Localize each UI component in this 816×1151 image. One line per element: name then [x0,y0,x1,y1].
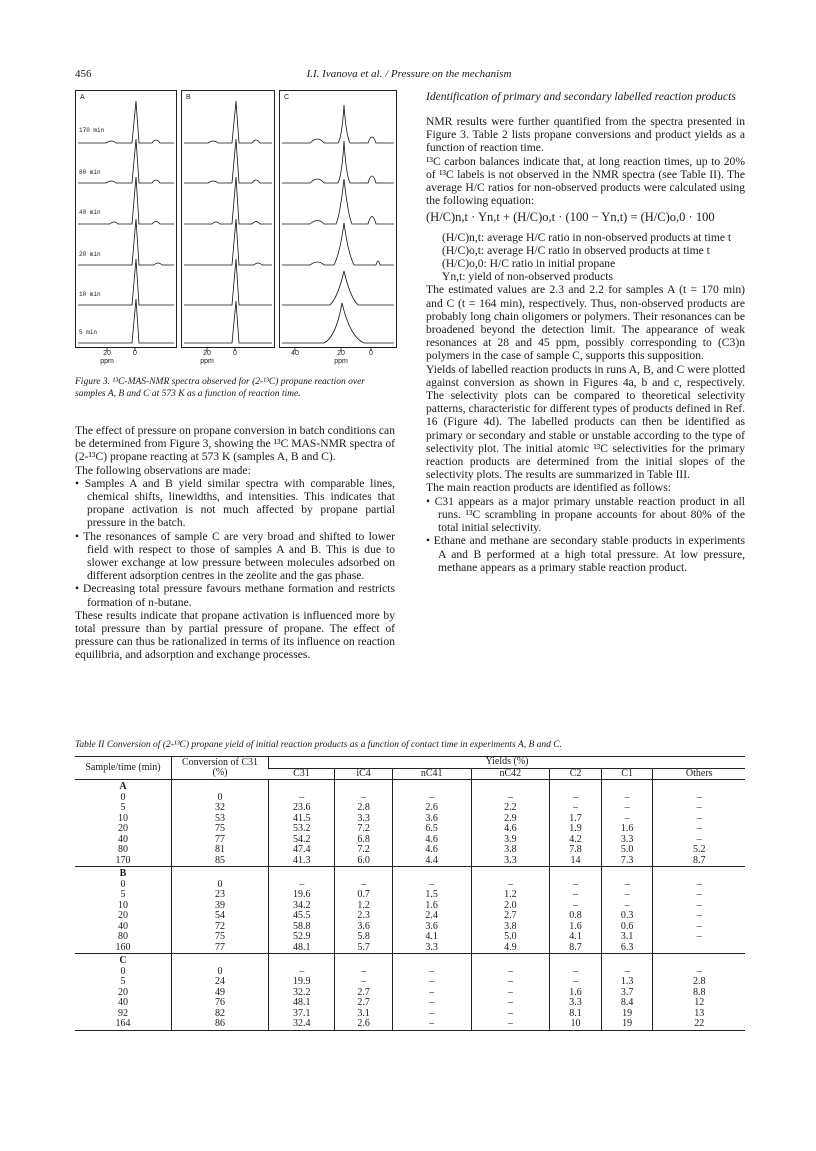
table-cell: 2.7 [335,998,392,1009]
table-cell: 23.6 [269,803,335,814]
table-cell: – [471,1009,550,1020]
definition: (H/C)n,t: average H/C ratio in non-observed products at time t [442,230,732,244]
table-cell: 1.6 [601,824,653,835]
axis-tick: 40 [291,350,299,357]
table-group-row [75,954,745,967]
table-cell: 10 [550,1019,602,1030]
table-cell: – [269,880,335,891]
table-cell: 1.6 [550,922,602,933]
table-cell: 2.6 [335,1019,392,1030]
table-cell: 8.1 [550,1009,602,1020]
table-cell [550,867,602,880]
panel-label: A [80,94,85,101]
table-cell [601,780,653,793]
table-cell: 2.8 [653,977,745,988]
table-cell: 3.9 [471,835,550,846]
equation: (H/C)n,t · Yn,t + (H/C)o,t · (100 − Yn,t) = (H/C)o,0 · 100 [426,210,715,225]
running-title: I.I. Ivanova et al. / Pressure on the mechanism [306,68,512,80]
table-cell: 10 [118,899,128,911]
table-row [75,1009,745,1020]
table-row [75,890,745,901]
axis-tick: 20 [203,350,211,357]
table-cell: 3.6 [392,814,471,825]
table-cell [550,780,602,793]
group-label: C [75,954,172,967]
table-cell: 2.2 [471,803,550,814]
axis-tick: 0 [133,350,137,357]
table-cell: 0.3 [601,911,653,922]
table-cell: 1.7 [550,814,602,825]
bullet-item: • Ethane and methane are secondary stable products in experiments A and B performed at a high total pressure. At low pressure, methane appears as a primary stable reaction product. [426,534,745,574]
table-cell [335,867,392,880]
table-cell: 3.8 [471,922,550,933]
table-cell: 32 [172,803,269,814]
table-cell: 13 [653,1009,745,1020]
paragraph: ¹³C carbon balances indicate that, at long reaction times, up to 20% of ¹³C labels is not observed in the NMR spectra (see Table II). The average H/C ratios for non-observed products were calculated using the following equation: [426,154,745,208]
table-cell: 0.7 [335,890,392,901]
table-cell: 0 [120,791,126,803]
column-header: C31 [269,768,335,780]
table-cell: 7.8 [550,845,602,856]
table-cell: – [471,793,550,804]
table-cell: – [653,880,745,891]
table-row [75,814,745,825]
table-cell [269,867,335,880]
axis-b [181,347,273,369]
table-row [75,856,745,867]
table-cell: 22 [653,1019,745,1030]
table-cell: – [550,890,602,901]
table-cell: – [392,998,471,1009]
table-cell: 1.6 [550,988,602,999]
table-cell: – [392,1009,471,1020]
table-cell: 3.3 [601,835,653,846]
table-row [75,803,745,814]
axis-unit: ppm [200,358,214,365]
table-cell [471,954,550,967]
table-cell: – [269,793,335,804]
table-cell [653,954,745,967]
table-cell: 4.6 [392,845,471,856]
paragraph: NMR results were further quantified from the spectra presented in Figure 3. Table 2 lists propane conversions and product yields as a function of reaction time. [426,115,745,155]
table-cell: 8.7 [653,856,745,867]
table-cell: 4.1 [392,932,471,943]
table-cell: 32.2 [269,988,335,999]
table-cell: – [471,1019,550,1030]
table-cell: 75 [172,932,269,943]
table-cell: 40 [118,833,128,845]
time-label: 40 min [79,209,101,216]
table-cell: 8.4 [601,998,653,1009]
table-cell: 19.6 [269,890,335,901]
table-row [75,988,745,999]
panel-b [181,90,275,348]
table-group-row [75,780,745,793]
table-cell: 8.8 [653,988,745,999]
table-cell: 3.1 [335,1009,392,1020]
table-cell: 53.2 [269,824,335,835]
table-cell: 6.5 [392,824,471,835]
table-cell: 45.5 [269,911,335,922]
table-cell: – [471,967,550,978]
column-header: Conversion of C31 (%) [172,757,269,780]
table-cell: 72 [172,922,269,933]
axis-a [75,347,175,369]
yield-table [75,756,745,1031]
panel-label: C [284,94,290,101]
table-cell: 40 [118,997,128,1008]
table-cell: 7.2 [335,845,392,856]
table-cell: 4.6 [392,835,471,846]
table-row [75,977,745,988]
table-cell: 23 [172,890,269,901]
table-cell: – [335,967,392,978]
table-cell: 85 [172,856,269,867]
table-cell: 4.9 [471,943,550,954]
panel-c [279,90,397,348]
table-cell: 20 [118,910,128,921]
table-cell: 3.3 [335,814,392,825]
bullet-item: • C31 appears as a major primary unstable reaction product in all runs. ¹³C scrambling in propane accounts for about 80% of the total initial selectivity. [426,494,745,535]
table-cell: 77 [172,835,269,846]
table-cell: 2.9 [471,814,550,825]
bullet-item: • Samples A and B yield similar spectra with comparable lines, chemical shifts, linewidths, and intensities. This indicates that propane activation is not much affected by propane partial pressure in the batch. [75,476,395,530]
table-cell: 4.2 [550,835,602,846]
table-cell: – [601,803,653,814]
table-cell: – [550,967,602,978]
table-cell: 52.9 [269,932,335,943]
table-cell: 5.7 [335,943,392,954]
table-cell: – [471,988,550,999]
table-cell [653,867,745,880]
table-cell: 3.8 [471,845,550,856]
table-cell: – [653,814,745,825]
figure-3 [75,90,395,370]
axis-tick: 20 [337,350,345,357]
table-cell: 19 [601,1019,653,1030]
table-cell: – [601,880,653,891]
page-number: 456 [75,68,92,80]
paragraph: The estimated values are 2.3 and 2.2 for samples A (t = 170 min) and C (t = 164 min), respectively. Thus, non-observed products are probably long chain oligomers or polymers. Their resonances can be broadened beyond the detection limit. The appearance of weak resonances at 28 and 45 ppm, possibly corresponding to (C3)n polymers in the case of sample C, supports this supposition. [426,283,745,363]
time-label: 80 min [79,169,101,176]
table-cell [269,954,335,967]
panel-label: B [186,94,191,101]
table-cell: 19.9 [269,977,335,988]
table-cell: – [601,890,653,901]
table-row [75,922,745,933]
table-row [75,1019,745,1030]
panel-a [75,90,177,348]
table-cell: – [601,901,653,912]
table-cell: 0 [120,965,126,977]
table-cell: 4.6 [471,824,550,835]
table-row [75,835,745,846]
axis-c [279,347,395,369]
table-cell: – [550,880,602,891]
table-cell: – [550,977,602,988]
table-body [75,780,745,1031]
table-cell: 40 [118,920,128,932]
table-cell: – [392,880,471,891]
table-cell: – [392,988,471,999]
table-cell: 5.0 [601,845,653,856]
table-cell: 75 [172,824,269,835]
table-cell: – [653,901,745,912]
paragraph: Yields of labelled reaction products in runs A, B, and C were plotted against conversion as shown in Figures 4a, b and c, respectively. The selectivity plots can be compared to theoretical selectivity patterns, characteristic for different types of products defined in Ref. 16 (Figure 4d). The labelled products can then be identified as primary or secondary and stable or unstable according to the type of selectivity plot. The initial atomic ¹³C selectivities for the primary reaction products are determined from the initial slopes of the selectivity plots. The results are summarized in Table III. [426,362,745,482]
table-cell: 24 [172,977,269,988]
table-cell: – [471,977,550,988]
table-cell: 19 [601,1009,653,1020]
table-cell: 2.7 [335,988,392,999]
table-cell: – [653,890,745,901]
table-cell: 1.2 [471,890,550,901]
table-cell: 5.2 [653,845,745,856]
table-cell: – [653,824,745,835]
table-cell [550,954,602,967]
table-cell: 6.8 [335,835,392,846]
paragraph: The following observations are made: [75,463,251,477]
time-label: 170 min [79,127,105,134]
table-cell: 32.4 [269,1019,335,1030]
table-cell: – [550,803,602,814]
table-cell: 1.9 [550,824,602,835]
table-cell: – [392,977,471,988]
column-header: Yields (%) [269,757,746,769]
table-cell: 0 [120,878,126,890]
axis-tick: 20 [103,350,111,357]
column-header: Sample/time (min) [75,757,172,780]
table-cell: 39 [172,901,269,912]
table-cell: 3.6 [335,922,392,933]
bullet-item: • The resonances of sample C are very broad and shifted to lower field with respect to those of samples A and B. This is due to slower exchange at low pressure between molecules adsorbed on different adsorption centres in the zeolite and the gas phase. [75,529,396,583]
column-header: iC4 [335,768,392,780]
axis-tick: 0 [369,350,373,357]
table-cell: – [653,911,745,922]
table-cell: 34.2 [269,901,335,912]
table-cell [601,954,653,967]
definition: (H/C)o,0: H/C ratio in initial propane [442,257,616,271]
time-label: 5 min [79,329,98,336]
table-cell: 10 [118,812,128,824]
group-label: A [75,780,172,793]
table-cell [269,780,335,793]
table-cell: 54 [172,911,269,922]
table-cell: – [653,932,745,943]
time-label: 20 min [79,251,101,258]
table-row [75,793,745,804]
table-cell: 82 [172,1009,269,1020]
table-cell: – [392,1019,471,1030]
table-cell: 1.6 [392,901,471,912]
table-cell: – [550,901,602,912]
table-cell: 1.5 [392,890,471,901]
table-cell: 2.3 [335,911,392,922]
table-cell: 3.7 [601,988,653,999]
table-cell: – [601,814,653,825]
table-row [75,967,745,978]
table-cell: 49 [172,988,269,999]
table-cell: 4.1 [550,932,602,943]
table-cell: 54.2 [269,835,335,846]
table-cell: 0.8 [550,911,602,922]
table-cell [471,867,550,880]
table-cell: – [653,793,745,804]
table-row [75,824,745,835]
table-row [75,932,745,943]
table-cell [653,780,745,793]
table-cell: 3.3 [392,943,471,954]
table-cell: 4.4 [392,856,471,867]
axis-tick: 0 [233,350,237,357]
table-cell: 7.2 [335,824,392,835]
table-cell: – [392,967,471,978]
column-header: C2 [550,768,602,780]
axis-unit: ppm [334,358,348,365]
table-cell: 14 [550,856,602,867]
table-cell [392,780,471,793]
table-cell: – [653,922,745,933]
table-cell: 6.0 [335,856,392,867]
table-caption: Table II Conversion of (2-¹³C) propane yield of initial reaction products as a function of contact time in experiments A, B and C. [75,740,562,750]
spectra-b [182,91,274,347]
table-cell [392,954,471,967]
table-cell: 86 [172,1019,269,1030]
table-cell: 47.4 [269,845,335,856]
table-cell: 2.6 [392,803,471,814]
table-cell: 7.3 [601,856,653,867]
table-row [75,845,745,856]
table-cell: 2.7 [471,911,550,922]
right-column [426,90,745,574]
table-cell: 3.6 [392,922,471,933]
spectra-c [280,91,396,347]
table-cell: 12 [653,998,745,1009]
table-cell: – [269,967,335,978]
table-cell [653,943,745,954]
table-cell: 5.0 [471,932,550,943]
section-heading: Identification of primary and secondary labelled reaction products [426,90,736,103]
table-cell: 76 [172,998,269,1009]
table-cell: – [335,793,392,804]
table-cell: 0 [172,793,269,804]
table-cell: 1.3 [601,977,653,988]
table-cell: 160 [115,941,131,953]
table-cell: 0.6 [601,922,653,933]
table-cell: 1.2 [335,901,392,912]
table-cell [172,954,269,967]
table-group-row [75,867,745,880]
table-cell [335,780,392,793]
table-cell [471,780,550,793]
table-cell: 170 [115,854,131,866]
table-cell: 20 [118,986,128,998]
table-cell: 58.8 [269,922,335,933]
table-cell: 48.1 [269,943,335,954]
table-cell: 164 [115,1018,131,1029]
table-cell: – [335,880,392,891]
table-cell: 80 [118,931,128,942]
table-cell: 41.5 [269,814,335,825]
table-cell: 77 [172,943,269,954]
table-cell: – [471,998,550,1009]
table-cell: 5 [120,802,126,813]
bullet-item: • Decreasing total pressure favours methane formation and restricts formation of n-butane. [75,582,395,609]
table-cell: 3.3 [471,856,550,867]
group-label: B [75,867,172,880]
left-column [75,424,395,662]
table-cell: – [601,967,653,978]
table-cell [601,867,653,880]
definition: Yn,t: yield of non-observed products [442,270,613,284]
table-cell: 6.3 [601,943,653,954]
table-cell: 53 [172,814,269,825]
paragraph: The main reaction products are identified as follows: [426,481,671,495]
axis-unit: ppm [100,358,114,365]
table-cell: – [601,793,653,804]
column-header: Others [653,768,745,780]
column-header: nC42 [471,768,550,780]
table-cell: 3.1 [601,932,653,943]
table-cell [172,867,269,880]
table-cell: 8.7 [550,943,602,954]
table-cell [172,780,269,793]
table-cell: – [653,835,745,846]
column-header: nC41 [392,768,471,780]
column-header: C1 [601,768,653,780]
table-cell: – [653,967,745,978]
table-cell: 2.8 [335,803,392,814]
figure-caption: Figure 3. ¹³C-MAS-NMR spectra observed for (2-¹³C) propane reaction over samples A, B and C at 573 K as a function of reaction time. [75,377,366,399]
table-cell: 0 [172,880,269,891]
table-cell: 5 [120,889,126,900]
table-cell: 80 [118,844,128,855]
table-row [75,880,745,891]
table-cell: 81 [172,845,269,856]
table-cell: 0 [172,967,269,978]
table-cell: 3.3 [550,998,602,1009]
table-cell: 2.4 [392,911,471,922]
table-row [75,943,745,954]
table-cell: 5 [120,976,126,987]
paragraph: The effect of pressure on propane conversion in batch conditions can be determined from Figure 3, showing the ¹³C MAS-NMR spectra of (2-¹³C) propane reacting at 573 K (samples A, B and C). [75,424,395,464]
table-cell: – [335,977,392,988]
table-cell: – [550,793,602,804]
table-cell: – [392,793,471,804]
table-row [75,998,745,1009]
table-cell [392,867,471,880]
paragraph: These results indicate that propane activation is influenced more by total pressure than by partial pressure of propane. The effect of pressure can thus be rationalized in terms of its influence on reaction equilibria, and adsorption and exchange processes. [75,608,395,662]
table-cell [335,954,392,967]
table-row [75,901,745,912]
table-cell: 5.8 [335,932,392,943]
table-cell: 37.1 [269,1009,335,1020]
table-cell: 20 [118,823,128,834]
table-cell: 41.3 [269,856,335,867]
time-label: 10 min [79,291,101,298]
definition: (H/C)o,t: average H/C ratio in observed products at time t [442,243,710,257]
table-row [75,911,745,922]
table-cell: 92 [118,1007,128,1019]
table-cell: – [471,880,550,891]
table-cell: – [653,803,745,814]
table-cell: 48.1 [269,998,335,1009]
spectra-a [76,91,176,347]
table-cell: 2.0 [471,901,550,912]
